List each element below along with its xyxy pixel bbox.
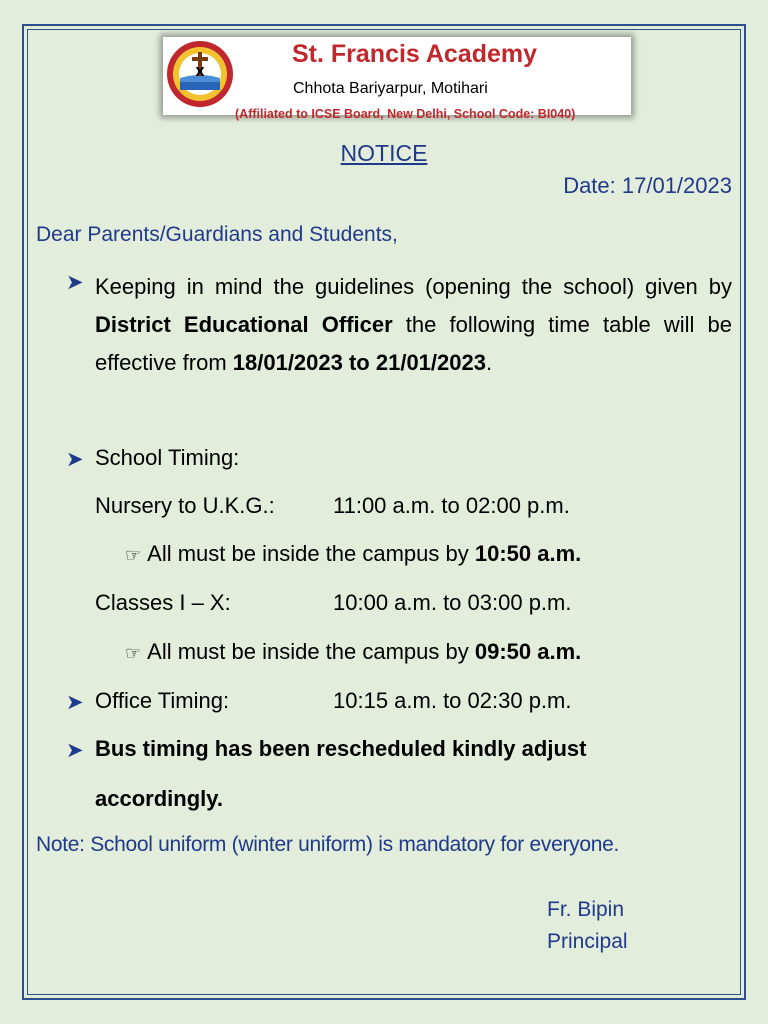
school-emblem-icon [166, 38, 234, 110]
office-timing-label: Office Timing: [95, 688, 230, 713]
guidelines-text-a: Keeping in mind the guidelines (opening the school) given by [95, 274, 732, 299]
bullet-arrow-icon: ➤ [66, 271, 84, 294]
bullet-arrow-icon: ➤ [66, 448, 84, 471]
bullet-arrow-icon: ➤ [66, 739, 84, 762]
nursery-note-text: All must be inside the campus by [147, 541, 475, 566]
bus-notice-line1: Bus timing has been rescheduled kindly adjust [95, 736, 587, 761]
notice-title: NOTICE [340, 140, 428, 166]
nursery-arrival-time: 10:50 a.m. [474, 541, 582, 566]
school-location: Chhota Bariyarpur, Motihari [293, 80, 488, 97]
classes-note-text: All must be inside the campus by [147, 639, 475, 664]
affiliation-text: (Affiliated to ICSE Board, New Delhi, School Code: BI040) [235, 107, 576, 121]
notice-date: Date: 17/01/2023 [563, 173, 732, 198]
effective-date-range: 18/01/2023 to 21/01/2023 [232, 350, 486, 375]
guidelines-text-c: . [485, 350, 493, 375]
school-timing-heading: School Timing: [95, 445, 240, 470]
guidelines-paragraph [95, 268, 732, 382]
classes-time: 10:00 a.m. to 03:00 p.m. [333, 590, 572, 615]
office-timing-time: 10:15 a.m. to 02:30 p.m. [333, 688, 572, 713]
uniform-note: Note: School uniform (winter uniform) is mandatory for everyone. [36, 833, 620, 856]
guidelines-text-b: the following time table will be effective from [95, 312, 732, 375]
bus-notice-line2: accordingly. [95, 786, 223, 811]
salutation: Dear Parents/Guardians and Students, [36, 223, 398, 246]
pointing-hand-icon: ☞ [125, 643, 142, 663]
classes-arrival-time: 09:50 a.m. [474, 639, 582, 664]
signatory-title: Principal [547, 930, 628, 953]
nursery-label: Nursery to U.K.G.: [95, 493, 275, 518]
pointing-hand-icon: ☞ [125, 545, 142, 565]
school-name: St. Francis Academy [292, 40, 538, 68]
bullet-arrow-icon: ➤ [66, 691, 84, 714]
nursery-time: 11:00 a.m. to 02:00 p.m. [333, 493, 570, 518]
svg-text:X: X [195, 65, 205, 79]
classes-label: Classes I – X: [95, 590, 231, 615]
officer-name: District Educational Officer [95, 312, 393, 337]
classes-arrival-note [125, 639, 581, 665]
signatory-name: Fr. Bipin [547, 898, 625, 921]
nursery-arrival-note [125, 541, 581, 567]
